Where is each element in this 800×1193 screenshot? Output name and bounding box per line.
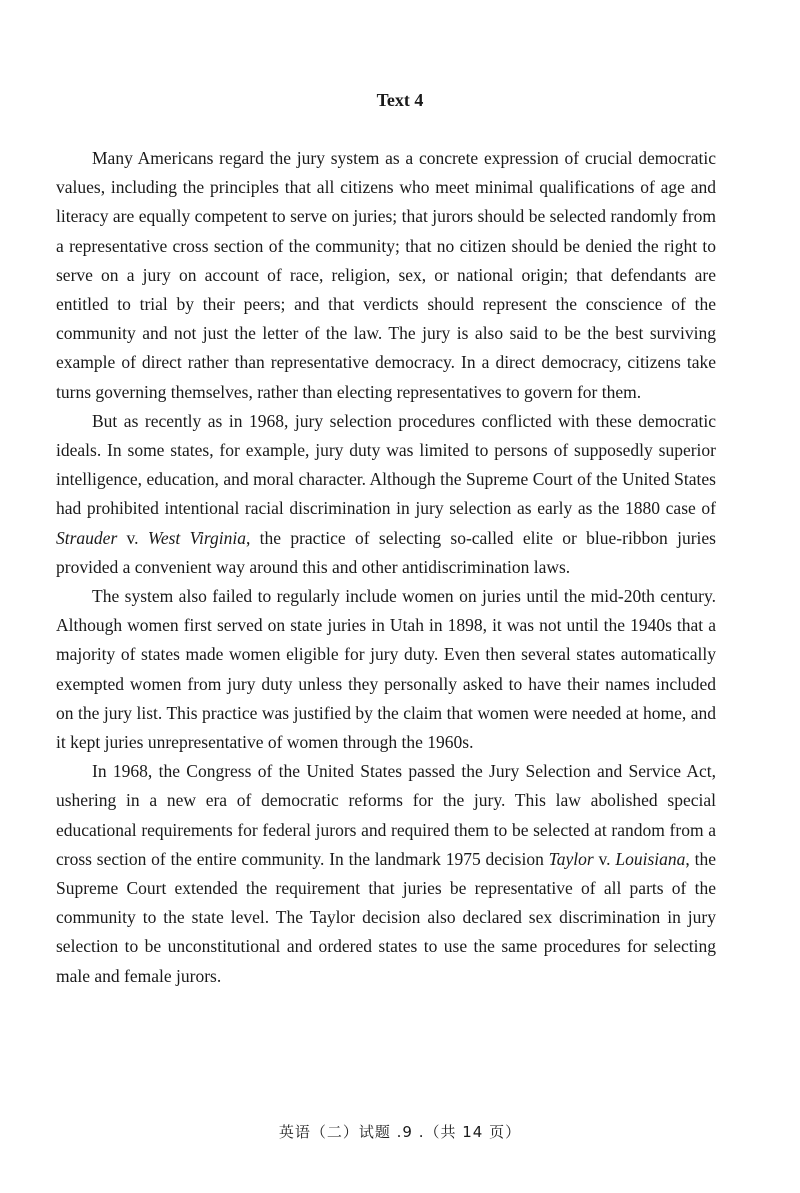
paragraph [56,757,716,991]
italic-text: Louisiana [615,848,686,869]
text-run: But as recently as in 1968, jury selection procedures conflicted with these democratic ideals. In some states, for example, jury duty was limited to persons of supposedly superior intelligence, education, and moral character. Although the Supreme Court of the United States had prohibited intentional racial discrimination in jury selection as early as the 1880 case of [56,410,716,519]
page-footer: 英语（二）试题 .9 .（共 14 页） [278,1123,522,1141]
text-run: In 1968, the Congress of the United States passed the Jury Selection and Service Act, ushering in a new era of democratic reforms for the jury. This law abolished special educational requirements for federal jurors and required them to be selected at random from a cross section of the entire community. In the landmark 1975 decision [56,761,716,869]
paragraph [56,582,716,757]
text-run: v. [593,848,616,869]
text-run: , the practice of selecting so-called elite or blue-ribbon juries provided a convenient way around this and other antidiscrimination laws. [56,527,716,577]
text-run: , the Supreme Court extended the requirement that juries be representative of all parts of the community to the state level. The Taylor decision also declared sex discrimination in jury selection to be unconstitutional and ordered states to use the same procedures for selecting male and female jurors. [56,848,716,986]
italic-text: West Virginia [147,527,246,548]
paragraph [56,144,716,407]
text-run: v. [117,527,148,548]
paragraph [56,407,716,582]
text-run: The system also failed to regularly include women on juries until the mid-20th century. Although women first served on state juries in Utah in 1898, it was not until the 1940s that a majority of states made women eligible for jury duty. Even then several states automatically exempted women from jury duty unless they personally asked to have their names included on the jury list. This practice was justified by the claim that women were needed at home, and it kept juries unrepresentative of women through the 1960s. [56,586,716,753]
passage-body [56,144,716,991]
text-run: Many Americans regard the jury system as a concrete expression of crucial democratic values, including the principles that all citizens who meet minimal qualifications of age and literacy are equally competent to serve on juries; that jurors should be selected randomly from a representative cross section of the community; that no citizen should be denied the right to serve on a jury on account of race, religion, sex, or national origin; that defendants are entitled to trial by their peers; and that verdicts should represent the conscience of the community and not just the letter of the law. The jury is also said to be the best surviving example of direct rather than representative democracy. In a direct democracy, citizens take turns governing themselves, rather than electing representatives to govern for them. [56,148,716,402]
italic-text: Strauder [56,527,118,548]
section-title: Text 4 [376,90,424,110]
italic-text: Taylor [548,848,594,869]
